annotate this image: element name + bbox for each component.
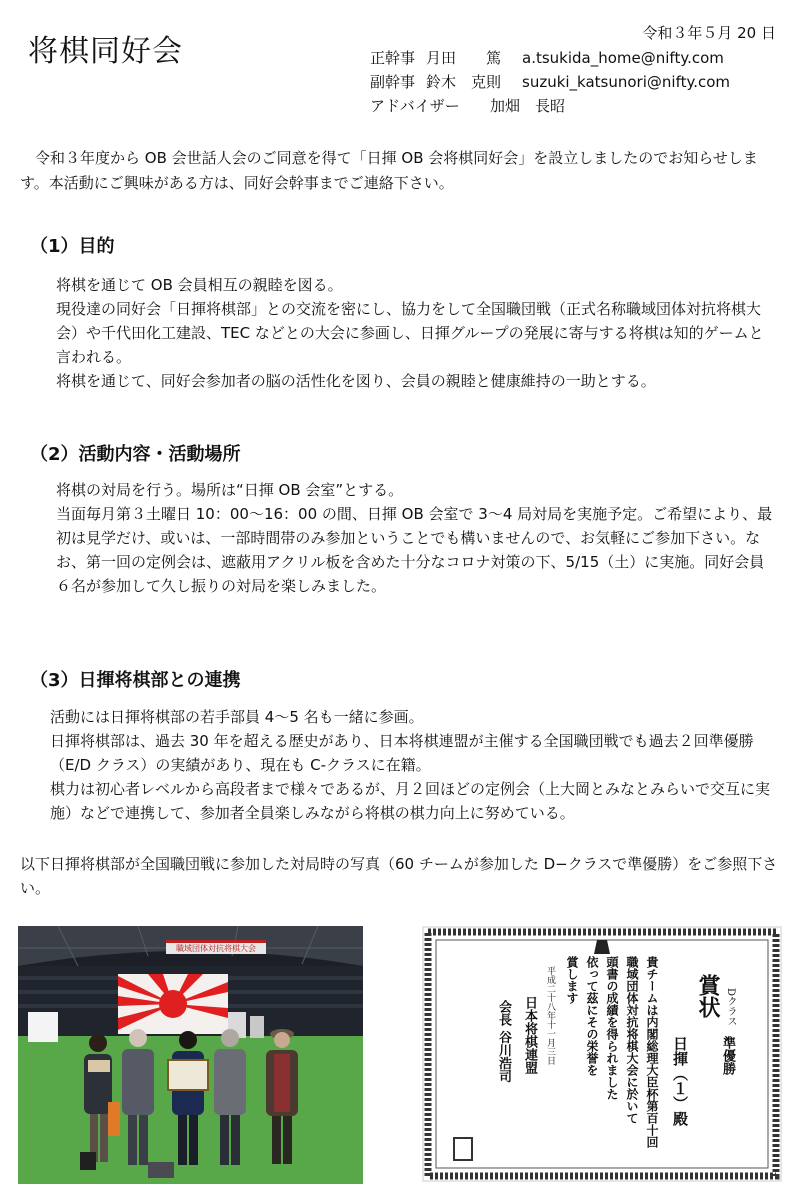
contact-role: 副幹事 (370, 73, 416, 91)
cert-text-line: 依って茲にその栄誉を (585, 956, 599, 1076)
document-title: 将棋同好会 (28, 34, 183, 70)
tournament-photo (18, 926, 363, 1184)
contact-email: suzuki_katsunori@nifty.com (522, 73, 731, 91)
contact-advisor (370, 94, 730, 118)
section-paragraph: 現役達の同好会「日揮将棋部」との交流を密にし、協力をして全国職団戦（正式名称職域団体対抗将棋大会）や千代田化工建設、TEC などとの大会に参画し、日揮グループの発展に寄与する将棋は知的ゲームと言われる。 (56, 300, 764, 366)
cert-president: 会長 谷川浩司 (496, 1000, 511, 1083)
cert-title: 賞状 (695, 974, 721, 1018)
closing-paragraph: 以下日揮将棋部が全国職団戦に参加した対局時の写真（60 チームが参加した D−クラスで準優勝）をご参照下さい。 (20, 855, 778, 897)
rising-sun-flag (118, 974, 228, 1034)
contact-role: アドバイザー (370, 97, 460, 115)
contact-chief (370, 46, 730, 70)
contact-name: 月田 篤 (426, 49, 502, 67)
section-paragraph: 日揮将棋部は、過去 30 年を超える歴史があり、日本将棋連盟が主催する全国職団戦でも過去２回準優勝（E/D クラス）の実績があり、現在も C-クラスに在籍。 (50, 732, 754, 774)
banner-text: 職域団体対抗将棋大会 (176, 944, 256, 953)
section-paragraph: 棋力は初心者レベルから高段者まで様々であるが、月２回ほどの定例会（上大岡とみなとみらいで交互に実施）などで連携して、参加者全員楽しみながら将棋の棋力向上に努めている。 (50, 780, 771, 822)
section-body (56, 478, 778, 598)
cert-rank: 準優勝 (720, 1036, 735, 1075)
section-body (56, 273, 778, 393)
contact-email: a.tsukida_home@nifty.com (522, 49, 724, 67)
cert-team: 日揮（１）殿 (671, 1036, 689, 1126)
award-certificate (422, 926, 782, 1182)
contact-name: 加畑 長昭 (490, 97, 566, 115)
contact-deputy (370, 70, 730, 94)
intro-paragraph: 令和３年度から OB 会世話人会のご同意を得て「日揮 OB 会将棋同好会」を設立しましたのでお知らせします。本活動にご興味がある方は、同好会幹事までご連絡下さい。 (20, 149, 758, 192)
cert-text-line: 賞します (565, 956, 579, 1004)
section-heading: （2）活動内容・活動場所 (30, 444, 241, 465)
section-paragraph: 活動には日揮将棋部の若手部員 4〜5 名も一緒に参画。 (50, 708, 424, 726)
cert-text-line: 頭書の成績を得られました (605, 956, 619, 1100)
section-paragraph: 将棋を通じて、同好会参加者の脳の活性化を図り、会員の親睦と健康維持の一助とする。 (56, 372, 656, 390)
contact-list (370, 46, 730, 118)
cert-date: 平成二十八年十一月三日 (545, 966, 555, 1065)
section-body (50, 705, 780, 825)
section-heading: （3）日揮将棋部との連携 (30, 670, 241, 691)
section-paragraph: 将棋の対局を行う。場所は“日揮 OB 会室”とする。 (56, 481, 404, 499)
document-date: 令和３年５月 20 日 (642, 24, 776, 42)
cert-class: Dクラス (725, 988, 736, 1027)
section-heading: （1）目的 (30, 236, 115, 257)
section-paragraph: 当面毎月第３土曜日 10：00〜16：00 の間、日揮 OB 会室で 3〜4 局対局を実施予定。ご希望により、最初は見学だけ、或いは、一部時間帯のみ参加ということでも構いませんので、お気軽にご参加下さい。なお、第一回の定例会は、遮蔽用アクリル板を含めた十分なコロナ対策の下、5/15（土）に実施。同好会員６名が参加して久し振りの対局を楽しみました。 (56, 505, 773, 595)
cert-text-line: 職域団体対抗将棋大会に於いて (625, 956, 639, 1124)
cert-organization: 日本将棋連盟 (522, 996, 537, 1074)
section-paragraph: 将棋を通じて OB 会員相互の親睦を図る。 (56, 276, 343, 294)
contact-name: 鈴木 克則 (426, 73, 502, 91)
cert-text-line: 貴チームは内閣総理大臣杯第百十回 (645, 956, 659, 1148)
contact-role: 正幹事 (370, 49, 416, 67)
